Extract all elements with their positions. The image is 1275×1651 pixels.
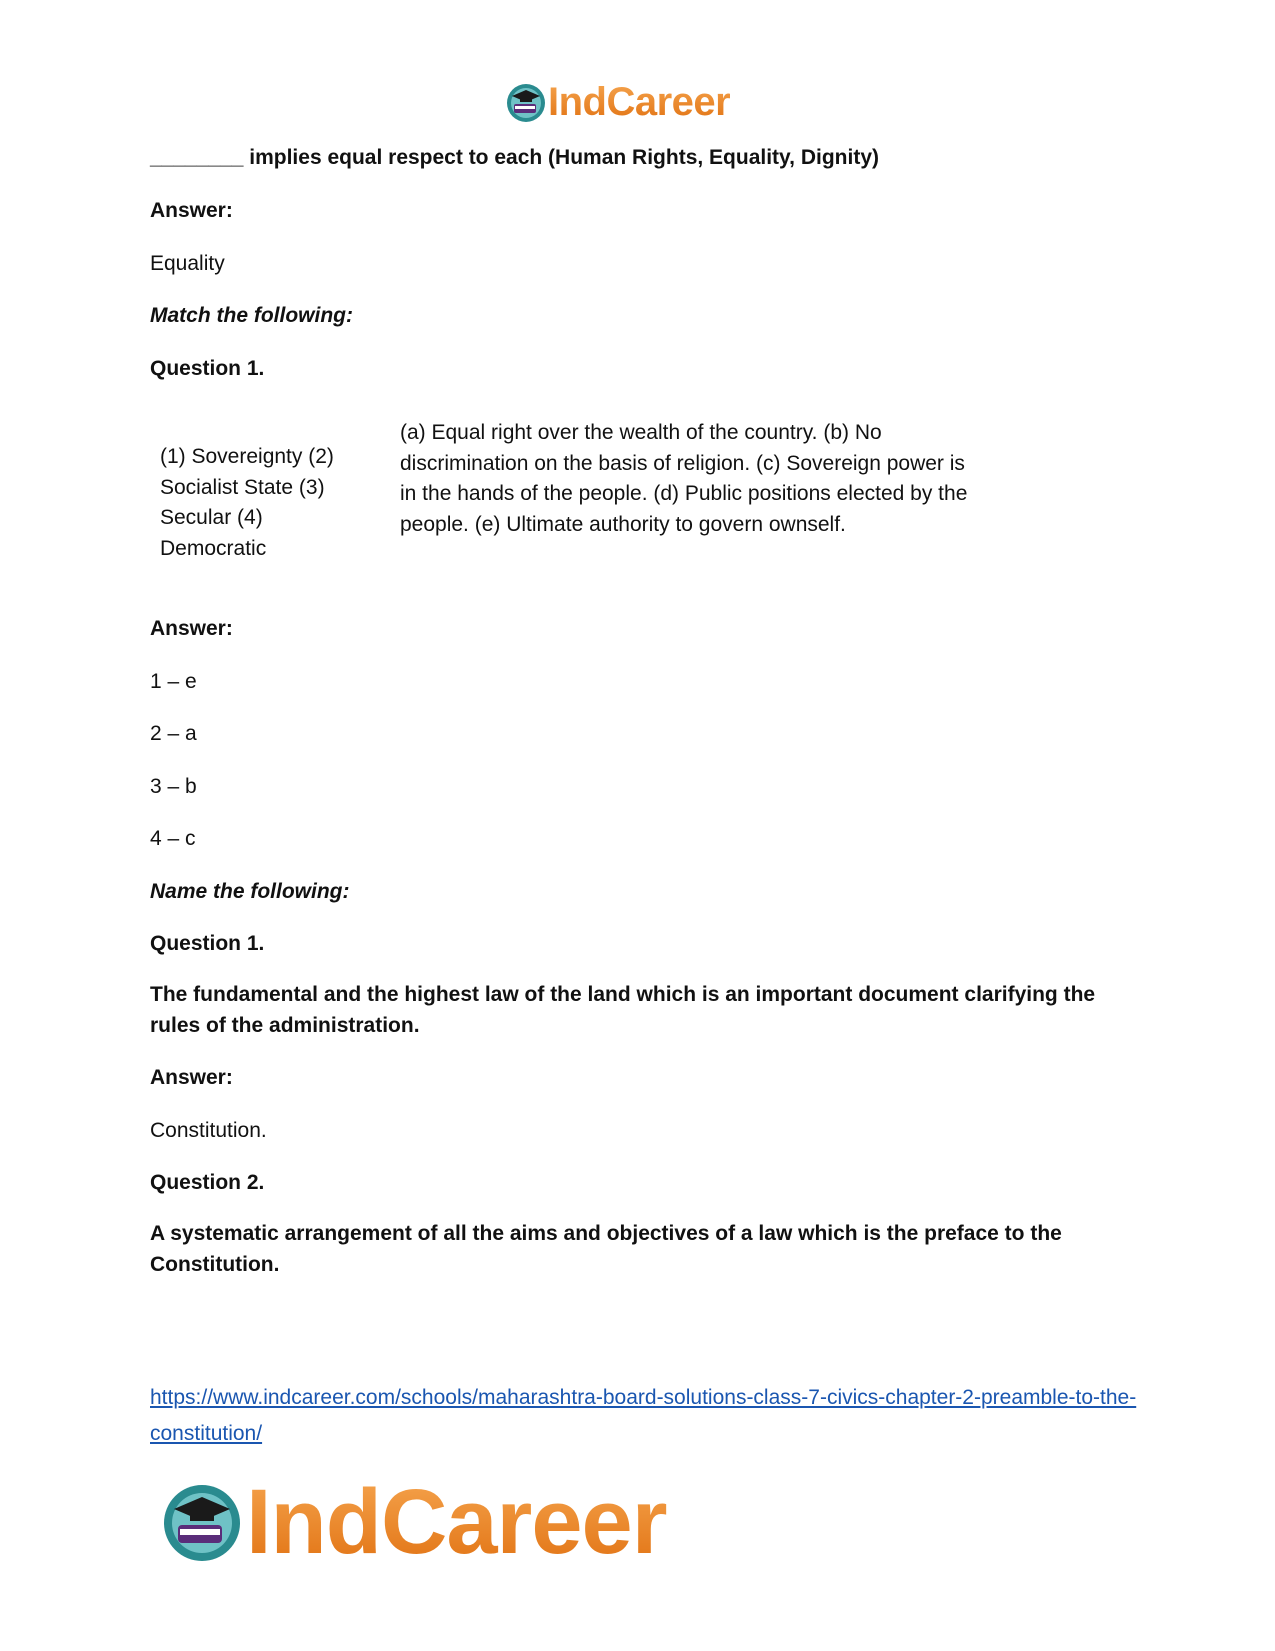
name-heading: Name the following: bbox=[150, 880, 350, 903]
fill-in-question: ________ implies equal respect to each (Human Rights, Equality, Dignity) bbox=[150, 146, 879, 169]
match-answer-1: 1 – e bbox=[150, 670, 197, 693]
name-q1-text: The fundamental and the highest law of the land which is an important document clarifying the rules of the administration. bbox=[150, 983, 1096, 1037]
match-answer-label: Answer: bbox=[150, 617, 233, 640]
match-heading: Match the following: bbox=[150, 304, 353, 327]
fill-in-answer-label: Answer: bbox=[150, 199, 233, 222]
graduation-book-icon bbox=[505, 82, 547, 124]
footer-logo bbox=[160, 1470, 667, 1575]
match-answer-2: 2 – a bbox=[150, 722, 197, 745]
match-question-label: Question 1. bbox=[150, 357, 265, 380]
name-q2-text: A systematic arrangement of all the aims and objectives of a law which is the preface to the Constitution. bbox=[150, 1222, 1062, 1276]
match-answer-4: 4 – c bbox=[150, 827, 196, 850]
footer-logo-text: IndCareer bbox=[246, 1471, 667, 1573]
header-logo bbox=[505, 80, 730, 125]
fill-in-answer: Equality bbox=[150, 252, 225, 275]
name-q2-label: Question 2. bbox=[150, 1171, 265, 1194]
match-left-column: (1) Sovereignty (2) Socialist State (3) Secular (4) Democratic bbox=[160, 445, 334, 560]
name-q1-answer: Constitution. bbox=[150, 1119, 267, 1142]
match-answer-3: 3 – b bbox=[150, 775, 197, 798]
header-logo-text: IndCareer bbox=[548, 80, 731, 124]
match-right-column: (a) Equal right over the wealth of the country. (b) No discrimination on the basis of religion. (c) Sovereign power is in the hands of the people. (d) Public positions elected by the people. (e) Ultimate authority to govern ownself. bbox=[400, 421, 968, 536]
source-link[interactable]: https://www.indcareer.com/schools/maharashtra-board-solutions-class-7-civics-chapter-2-preamble-to-the-constitution/ bbox=[150, 1386, 1137, 1445]
graduation-book-icon bbox=[160, 1481, 244, 1565]
name-q1-label: Question 1. bbox=[150, 932, 265, 955]
name-q1-answer-label: Answer: bbox=[150, 1066, 233, 1089]
